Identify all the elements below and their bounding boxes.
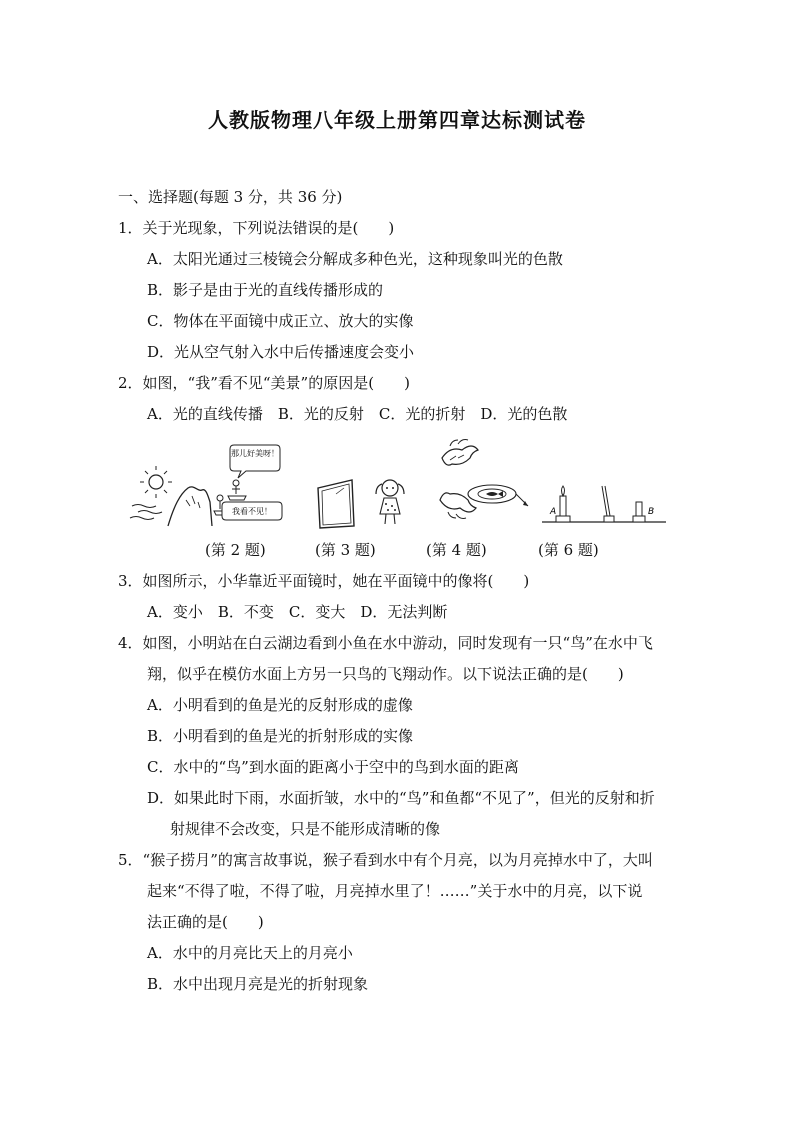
q3-stem: 3．如图所示，小华靠近平面镜时，她在平面镜中的像将( ): [118, 572, 530, 590]
figure-3: [314, 436, 414, 530]
q5-stem-line3: 法正确的是( ): [147, 913, 264, 931]
q2-stem: 2．如图，“我”看不见“美景”的原因是( ): [118, 374, 410, 392]
q5-stem-line1: 5．“猴子捞月”的寓言故事说，猴子看到水中有个月亮，以为月亮掉水中了，大叫: [118, 851, 653, 869]
figures-row: [128, 436, 668, 530]
fig2-bubble-bottom: 我看不见！: [232, 507, 272, 516]
fig2-bubble-top: 那儿好美呀！: [231, 449, 279, 458]
q3-options: A．变小 B．不变 C．变大 D．无法判断: [147, 603, 448, 621]
q4-option-d-line2: 射规律不会改变，只是不能形成清晰的像: [170, 820, 441, 838]
q5-option-b: B．水中出现月亮是光的折射现象: [147, 975, 369, 993]
q2-options: A．光的直线传播 B．光的反射 C．光的折射 D．光的色散: [147, 405, 568, 423]
q1-option-c: C．物体在平面镜中成正立、放大的实像: [147, 312, 414, 330]
caption-fig6: (第 6 题): [538, 541, 599, 559]
figure-4: [428, 436, 538, 530]
q1-stem: 1．关于光现象，下列说法错误的是( ): [118, 219, 395, 237]
caption-fig2: (第 2 题): [205, 541, 266, 559]
figure-2: [128, 436, 288, 530]
fig6-label-b: B: [648, 507, 655, 517]
q4-option-b: B．小明看到的鱼是光的折射形成的实像: [147, 727, 414, 745]
q4-option-d-line1: D．如果此时下雨，水面折皱，水中的“鸟”和鱼都“不见了”，但光的反射和折: [147, 789, 655, 807]
q1-option-a: A．太阳光通过三棱镜会分解成多种色光，这种现象叫光的色散: [147, 250, 563, 268]
q4-stem-line2: 翔，似乎在模仿水面上方另一只鸟的飞翔动作。以下说法正确的是( ): [147, 665, 624, 683]
q5-stem-line2: 起来“不得了啦，不得了啦，月亮掉水里了！……”关于水中的月亮，以下说: [147, 882, 643, 900]
caption-fig4: (第 4 题): [426, 541, 487, 559]
q4-stem-line1: 4．如图，小明站在白云湖边看到小鱼在水中游动，同时发现有一只“鸟”在水中飞: [118, 634, 653, 652]
page-title: 人教版物理八年级上册第四章达标测试卷: [208, 108, 586, 132]
section-heading: 一、选择题(每题 3 分，共 36 分): [118, 188, 343, 206]
q4-option-c: C．水中的“鸟”到水面的距离小于空中的鸟到水面的距离: [147, 758, 519, 776]
caption-fig3: (第 3 题): [315, 541, 376, 559]
q4-option-a: A．小明看到的鱼是光的反射形成的虚像: [147, 696, 413, 714]
figure-6: [538, 436, 668, 530]
fig6-label-a: A: [550, 507, 557, 517]
q1-option-d: D．光从空气射入水中后传播速度会变小: [147, 343, 415, 361]
q5-option-a: A．水中的月亮比天上的月亮小: [147, 944, 353, 962]
q1-option-b: B．影子是由于光的直线传播形成的: [147, 281, 384, 299]
